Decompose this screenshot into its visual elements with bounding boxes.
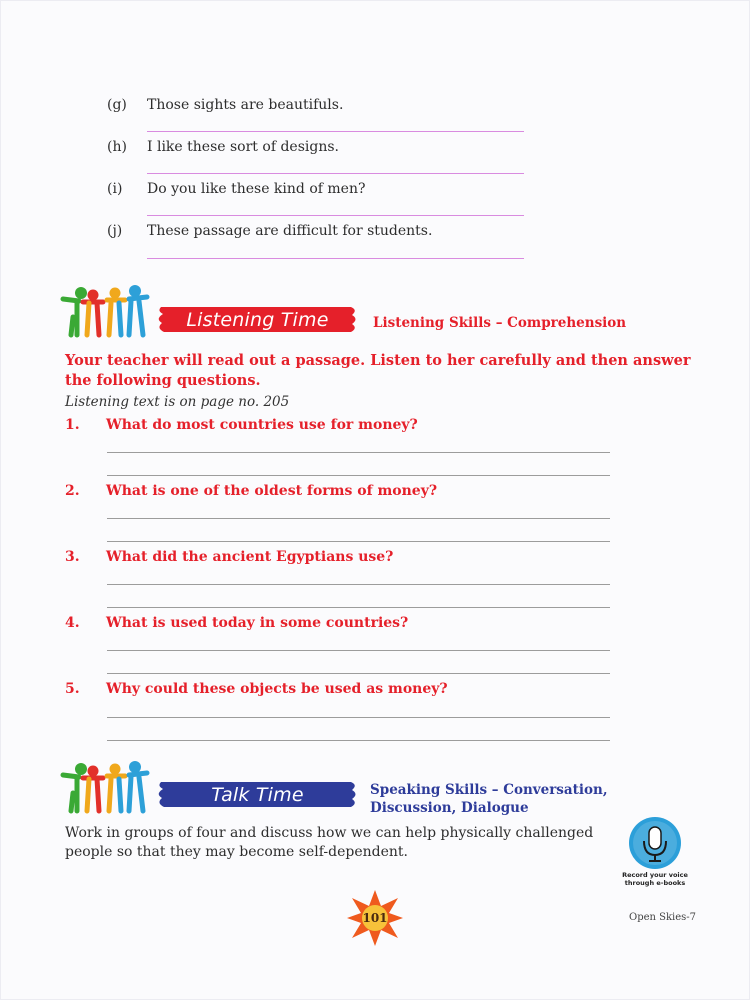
speaking-skills-line2: Discussion, Dialogue [370,800,529,816]
answer-line[interactable] [107,673,610,674]
record-caption [621,871,689,887]
question-text: What is used today in some countries? [106,615,409,631]
item-sentence: These passage are difficult for students. [147,223,433,239]
item-letter: (h) [107,139,127,155]
question-number: 4. [65,615,80,631]
answer-line[interactable] [107,607,610,608]
speaking-skills-label [370,781,608,817]
item-sentence: Do you like these kind of men? [147,181,366,197]
speaking-skills-line1: Speaking Skills – Conversation, [370,782,608,798]
children-group-icon [59,761,151,815]
question-number: 3. [65,549,80,565]
item-sentence: I like these sort of designs. [147,139,339,155]
question-number: 1. [65,417,80,433]
microphone-icon[interactable] [621,813,689,871]
question-number: 5. [65,681,80,697]
question-text: What do most countries use for money? [106,417,418,433]
question-number: 2. [65,483,80,499]
talk-instruction: Work in groups of four and discuss how we can help physically challenged people so that they may become self-dependent. [65,825,594,860]
answer-line[interactable] [147,215,524,216]
item-letter: (i) [107,181,123,197]
record-voice-widget[interactable] [621,813,689,893]
answer-line[interactable] [107,475,610,476]
item-sentence: Those sights are beautifuls. [147,97,344,113]
item-letter: (g) [107,97,127,113]
listening-text-reference: Listening text is on page no. 205 [65,394,290,410]
listening-skills-label: Listening Skills – Comprehension [373,315,627,331]
talk-time-banner [155,777,360,812]
item-letter: (j) [107,223,123,239]
answer-line[interactable] [107,452,610,453]
record-caption-line2: through e-books [624,879,686,887]
banner-label: Talk Time [211,783,304,806]
page-number: 101 [362,911,388,925]
series-name: Open Skies-7 [629,912,697,923]
question-text: What is one of the oldest forms of money? [106,483,438,499]
answer-line[interactable] [107,650,610,651]
answer-line[interactable] [147,131,524,132]
children-group-icon [59,285,151,339]
answer-line[interactable] [107,717,610,718]
question-text: What did the ancient Egyptians use? [106,549,394,565]
banner-label: Listening Time [186,308,329,331]
record-caption-line1: Record your voice [622,871,688,879]
answer-line[interactable] [147,258,524,259]
listening-time-banner [155,302,360,337]
question-text: Why could these objects be used as money? [106,681,448,697]
answer-line[interactable] [107,541,610,542]
listening-instruction: Your teacher will read out a passage. Listen to her carefully and then answer the following questions. [65,352,691,389]
answer-line[interactable] [147,173,524,174]
page-number-badge [346,889,404,947]
answer-line[interactable] [107,518,610,519]
answer-line[interactable] [107,584,610,585]
answer-line[interactable] [107,740,610,741]
